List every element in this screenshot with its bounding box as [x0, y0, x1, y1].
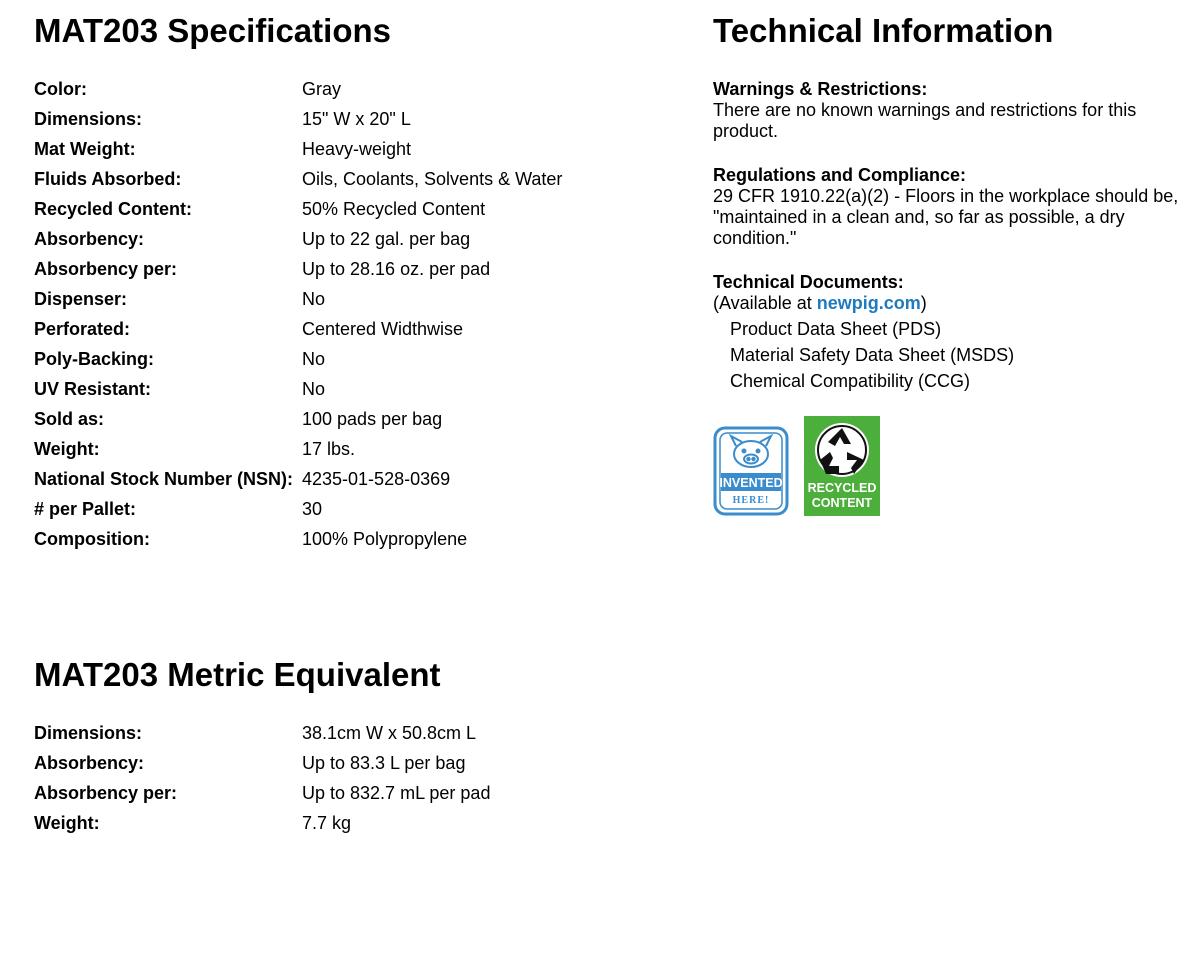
invented-line2: HERE! — [732, 495, 770, 506]
spec-value: 30 — [302, 499, 323, 519]
document-msds[interactable]: Material Safety Data Sheet (MSDS) — [730, 345, 1015, 365]
availability-note — [713, 293, 1183, 314]
specifications-table — [34, 75, 642, 555]
spec-label: Absorbency per: — [34, 783, 178, 803]
spec-label: Weight: — [34, 813, 100, 833]
invented-here-badge-icon — [713, 426, 789, 516]
spec-label: Absorbency: — [34, 229, 145, 249]
spec-value: 15" W x 20" L — [302, 109, 411, 129]
spec-row — [34, 749, 642, 779]
spec-row — [34, 405, 642, 435]
spec-row — [34, 255, 642, 285]
spec-label: National Stock Number (NSN): — [34, 469, 294, 489]
warnings-text: There are no known warnings and restrictions for this product. — [713, 100, 1137, 141]
spec-label: Poly-Backing: — [34, 349, 155, 369]
spec-row — [34, 75, 642, 105]
spec-label: # per Pallet: — [34, 499, 137, 519]
regulations-heading: Regulations and Compliance: — [713, 165, 967, 185]
spec-value: No — [302, 379, 326, 399]
recycled-content-badge-icon — [804, 416, 880, 516]
spec-value: No — [302, 349, 326, 369]
spec-value: Up to 28.16 oz. per pad — [302, 259, 491, 279]
spec-value: 100 pads per bag — [302, 409, 443, 429]
spec-value: Heavy-weight — [302, 139, 412, 159]
spec-label: Recycled Content: — [34, 199, 193, 219]
spec-value: Gray — [302, 79, 342, 99]
spec-row — [34, 435, 642, 465]
technical-documents-heading: Technical Documents: — [713, 272, 904, 292]
spec-label: Absorbency per: — [34, 259, 178, 279]
spec-value: 38.1cm W x 50.8cm L — [302, 723, 477, 743]
spec-label: Dispenser: — [34, 289, 128, 309]
warnings-section — [713, 79, 1183, 142]
spec-label: UV Resistant: — [34, 379, 152, 399]
regulations-text: 29 CFR 1910.22(a)(2) - Floors in the workplace should be, "maintained in a clean and, so far as possible, a dry condition." — [713, 186, 1179, 248]
availability-prefix: (Available at — [713, 293, 817, 313]
invented-line1: INVENTED — [719, 476, 783, 490]
specifications-title: MAT203 Specifications — [34, 12, 391, 49]
spec-row — [34, 135, 642, 165]
recycled-line1: RECYCLED — [807, 481, 877, 495]
document-list — [713, 316, 1183, 394]
spec-row — [34, 285, 642, 315]
spec-row — [34, 495, 642, 525]
spec-row — [34, 105, 642, 135]
spec-value: 100% Polypropylene — [302, 529, 468, 549]
document-pds[interactable]: Product Data Sheet (PDS) — [730, 319, 942, 339]
regulations-section — [713, 165, 1183, 249]
spec-row — [34, 165, 642, 195]
spec-value: 50% Recycled Content — [302, 199, 486, 219]
spec-label: Mat Weight: — [34, 139, 136, 159]
spec-row — [34, 375, 642, 405]
spec-label: Weight: — [34, 439, 100, 459]
spec-label: Dimensions: — [34, 109, 143, 129]
availability-suffix: ) — [920, 293, 927, 313]
spec-value: No — [302, 289, 326, 309]
metric-equivalent-table — [34, 719, 642, 839]
spec-label: Color: — [34, 79, 87, 99]
spec-label: Composition: — [34, 529, 150, 549]
spec-row — [34, 315, 642, 345]
spec-value: Up to 22 gal. per bag — [302, 229, 471, 249]
metric-equivalent-title: MAT203 Metric Equivalent — [34, 656, 441, 693]
spec-label: Sold as: — [34, 409, 105, 429]
recycled-line2: CONTENT — [811, 496, 873, 510]
spec-value: Up to 832.7 mL per pad — [302, 783, 491, 803]
document-ccg[interactable]: Chemical Compatibility (CCG) — [730, 371, 971, 391]
technical-information-title: Technical Information — [713, 12, 1054, 49]
spec-label: Dimensions: — [34, 723, 143, 743]
spec-row — [34, 195, 642, 225]
spec-row — [34, 809, 642, 839]
spec-row — [34, 779, 642, 809]
spec-value: Oils, Coolants, Solvents & Water — [302, 169, 563, 189]
spec-value: Up to 83.3 L per bag — [302, 753, 466, 773]
spec-label: Perforated: — [34, 319, 131, 339]
spec-value: Centered Widthwise — [302, 319, 464, 339]
spec-value: 7.7 kg — [302, 813, 352, 833]
spec-row — [34, 525, 642, 555]
spec-row — [34, 465, 642, 495]
certification-badges — [713, 416, 893, 518]
technical-documents-section — [713, 272, 1183, 394]
warnings-heading: Warnings & Restrictions: — [713, 79, 928, 99]
newpig-link[interactable]: newpig.com — [816, 293, 921, 313]
spec-label: Absorbency: — [34, 753, 145, 773]
spec-row — [34, 225, 642, 255]
spec-row — [34, 345, 642, 375]
spec-label: Fluids Absorbed: — [34, 169, 182, 189]
spec-row — [34, 719, 642, 749]
spec-value: 4235-01-528-0369 — [302, 469, 451, 489]
spec-value: 17 lbs. — [302, 439, 356, 459]
